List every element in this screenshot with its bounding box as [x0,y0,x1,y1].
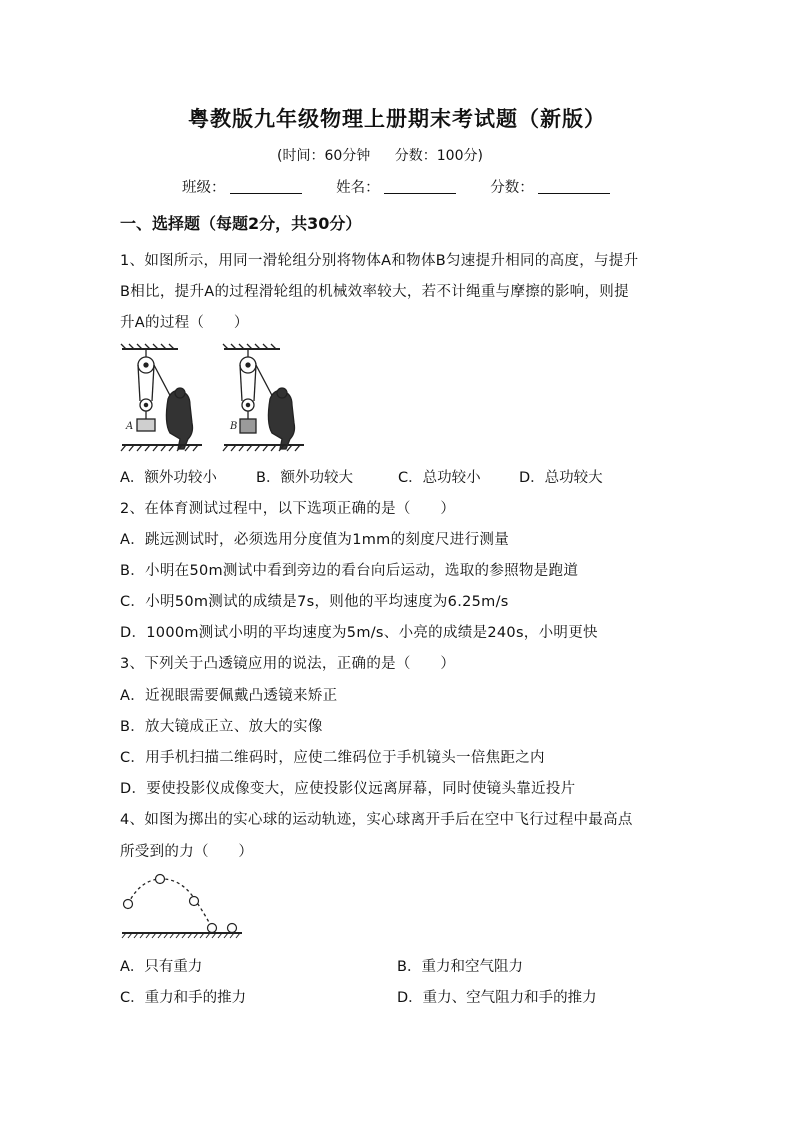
ball-landing [208,924,217,933]
ball-start [124,900,133,909]
ball-falling [190,897,199,906]
q3-stem: 3、下列关于凸透镜应用的说法，正确的是（ ） [120,656,456,672]
q1-option-b[interactable]: B．额外功较大 [256,470,353,486]
q1-option-a[interactable]: A．额外功较小 [120,470,217,486]
q3-option-b[interactable]: B．放大镜成正立、放大的实像 [120,719,323,735]
q3-option-d[interactable]: D．要使投影仪成像变大，应使投影仪远离屏幕，同时使镜头靠近投片 [120,781,576,797]
q1-line-1: 1、如图所示，用同一滑轮组分别将物体A和物体B匀速提升相同的高度，与提升 [120,253,639,269]
exam-score: 分数：100分) [394,148,483,164]
ball-top [156,875,165,884]
score-field[interactable]: 分数： [490,176,610,197]
name-blank[interactable] [384,179,456,194]
score-blank[interactable] [538,179,610,194]
trajectory-curve [128,879,212,928]
student-info-fields [182,176,640,197]
exam-time: (时间：60分钟 [277,148,371,164]
pulley-system-a [121,344,202,451]
q2-option-a[interactable]: A．跳远测试时，必须选用分度值为1mm的刻度尺进行测量 [120,532,509,548]
q1-option-c[interactable]: C．总功较小 [398,470,481,486]
pulley-figure [118,343,308,453]
q4-option-b[interactable]: B．重力和空气阻力 [397,959,523,975]
label-a: A [126,421,134,432]
q4-line-1: 4、如图为掷出的实心球的运动轨迹，实心球离开手后在空中飞行过程中最高点 [120,812,633,828]
q2-option-d[interactable]: D．1000m测试小明的平均速度为5m/s、小亮的成绩是240s，小明更快 [120,625,598,641]
section-heading: 一、选择题（每题2分，共30分） [120,214,362,233]
pulley-system-b [223,344,304,451]
q4-line-2: 所受到的力（ ） [120,844,254,860]
q2-stem: 2、在体育测试过程中，以下选项正确的是（ ） [120,501,456,517]
class-field[interactable]: 班级： [182,176,302,197]
q1-line-2: B相比，提升A的过程滑轮组的机械效率较大，若不计绳重与摩擦的影响，则提 [120,284,629,300]
class-blank[interactable] [230,179,302,194]
q4-option-a[interactable]: A．只有重力 [120,959,203,975]
q2-option-c[interactable]: C．小明50m测试的成绩是7s，则他的平均速度为6.25m/s [120,594,509,610]
name-field[interactable]: 姓名： [336,176,456,197]
ball-rest [228,924,237,933]
q3-option-a[interactable]: A．近视眼需要佩戴凸透镜来矫正 [120,688,338,704]
q1-line-3: 升A的过程（ ） [120,315,249,331]
exam-info [0,145,760,165]
q4-option-d[interactable]: D．重力、空气阻力和手的推力 [397,990,597,1006]
q1-option-d[interactable]: D．总功较大 [519,470,603,486]
q2-option-b[interactable]: B．小明在50m测试中看到旁边的看台向后运动，选取的参照物是跑道 [120,563,579,579]
ball-trajectory-figure [118,870,248,942]
q4-option-c[interactable]: C．重力和手的推力 [120,990,247,1006]
page-title: 粤教版九年级物理上册期末考试题（新版） [188,107,606,131]
q3-option-c[interactable]: C．用手机扫描二维码时，应使二维码位于手机镜头一倍焦距之内 [120,750,545,766]
label-b: B [230,421,238,432]
